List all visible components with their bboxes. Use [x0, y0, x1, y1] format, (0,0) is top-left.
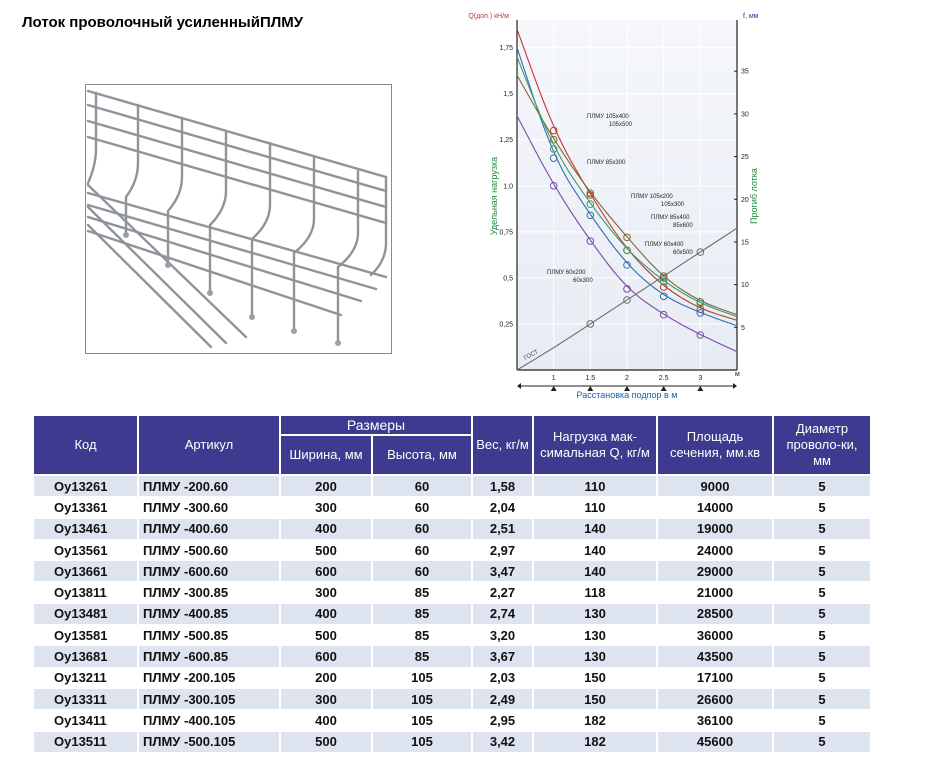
y-left-unit: Q(доп.) кН/м: [468, 13, 509, 20]
cell-code: Оу13311: [33, 688, 138, 709]
y-right-tick-label: 5: [741, 324, 745, 332]
annotation-105x300: 105х300: [661, 202, 685, 208]
y-left-tick-label: 1,75: [499, 45, 513, 53]
annotation-60x300: 60х300: [573, 278, 593, 284]
cell-height: 105: [372, 731, 472, 752]
cell-height: 105: [372, 688, 472, 709]
table-body: [33, 475, 871, 752]
y-right-tick-label: 10: [741, 282, 749, 290]
cell-width: 400: [280, 710, 372, 731]
cell-diameter: 5: [773, 667, 871, 688]
cell-width: 500: [280, 625, 372, 646]
table-row: [33, 561, 871, 582]
cell-article: ПЛМУ -600.60: [138, 561, 280, 582]
page-title: Лоток проволочный усиленныйПЛМУ: [22, 14, 304, 31]
col-header-height: Высота, мм: [372, 435, 472, 475]
annotation-105x500: 105х500: [609, 122, 633, 128]
cell-article: ПЛМУ -500.85: [138, 625, 280, 646]
cell-height: 60: [372, 518, 472, 539]
cell-article: ПЛМУ -400.60: [138, 518, 280, 539]
cell-load: 140: [533, 539, 657, 560]
cell-article: ПЛМУ -500.60: [138, 539, 280, 560]
x-axis-title: Расстановка подпор в м: [576, 390, 678, 400]
cell-code: Оу13481: [33, 603, 138, 624]
cell-code: Оу13811: [33, 582, 138, 603]
cell-load: 140: [533, 561, 657, 582]
cell-article: ПЛМУ -300.85: [138, 582, 280, 603]
cell-code: Оу13661: [33, 561, 138, 582]
load-deflection-chart: [468, 6, 767, 406]
cell-width: 300: [280, 582, 372, 603]
cell-area: 26600: [657, 688, 773, 709]
cell-code: Оу13511: [33, 731, 138, 752]
cell-code: Оу13461: [33, 518, 138, 539]
cell-area: 36100: [657, 710, 773, 731]
cell-code: Оу13411: [33, 710, 138, 731]
cell-area: 9000: [657, 475, 773, 497]
cell-weight: 2,51: [472, 518, 533, 539]
cell-weight: 3,20: [472, 625, 533, 646]
cell-weight: 3,47: [472, 561, 533, 582]
cell-height: 105: [372, 667, 472, 688]
y-right-tick-label: 35: [741, 68, 749, 76]
col-header-dimensions: Размеры: [280, 415, 472, 435]
table-row: [33, 518, 871, 539]
annotation-60x400: ПЛМУ 60х400: [645, 242, 684, 248]
cell-height: 60: [372, 475, 472, 497]
cell-height: 105: [372, 710, 472, 731]
cell-article: ПЛМУ -300.60: [138, 497, 280, 518]
cell-weight: 2,04: [472, 497, 533, 518]
y-left-tick-label: 0,75: [499, 229, 513, 237]
table-row: [33, 731, 871, 752]
cell-weight: 3,42: [472, 731, 533, 752]
x-tick-label: 2: [625, 375, 629, 382]
cell-code: Оу13561: [33, 539, 138, 560]
y-right-axis-title: Прогиб лотка: [749, 168, 759, 224]
cell-height: 85: [372, 625, 472, 646]
cell-diameter: 5: [773, 582, 871, 603]
col-header-width: Ширина, мм: [280, 435, 372, 475]
cell-weight: 2,03: [472, 667, 533, 688]
x-tick-label: 1: [551, 375, 556, 382]
table-row: [33, 603, 871, 624]
table-row: [33, 710, 871, 731]
cell-width: 500: [280, 731, 372, 752]
cell-width: 600: [280, 561, 372, 582]
cell-code: Оу13681: [33, 646, 138, 667]
annotation-105x200: ПЛМУ 105х200: [631, 194, 673, 200]
cell-area: 17100: [657, 667, 773, 688]
cell-diameter: 5: [773, 539, 871, 560]
cell-width: 400: [280, 603, 372, 624]
annotation-85x300: ПЛМУ 85х300: [587, 160, 626, 166]
annotation-85x600: 85х600: [673, 223, 693, 229]
cell-area: 21000: [657, 582, 773, 603]
cell-diameter: 5: [773, 731, 871, 752]
cell-article: ПЛМУ -200.105: [138, 667, 280, 688]
cell-article: ПЛМУ -300.105: [138, 688, 280, 709]
col-header-article: Артикул: [138, 415, 280, 475]
y-right-unit: f, мм: [743, 13, 759, 20]
y-left-tick-label: 0,5: [503, 275, 513, 283]
cell-area: 36000: [657, 625, 773, 646]
cell-area: 45600: [657, 731, 773, 752]
x-tick-marker: [697, 386, 703, 391]
y-right-tick-label: 25: [741, 154, 749, 162]
x-tick-label: 3: [698, 375, 703, 382]
y-left-tick-label: 1,5: [503, 91, 513, 99]
cell-load: 110: [533, 475, 657, 497]
table-row: [33, 497, 871, 518]
cell-weight: 2,95: [472, 710, 533, 731]
cell-width: 300: [280, 497, 372, 518]
y-left-axis-title: Удельная нагрузка: [489, 156, 499, 236]
cell-load: 118: [533, 582, 657, 603]
table-row: [33, 625, 871, 646]
annotation-60x200: ПЛМУ 60х200: [547, 270, 586, 276]
x-tick-label: 2.5: [658, 375, 669, 382]
cell-width: 500: [280, 539, 372, 560]
annotation-60x500: 60х500: [673, 250, 693, 256]
cell-weight: 2,74: [472, 603, 533, 624]
cell-height: 60: [372, 497, 472, 518]
cell-code: Оу13261: [33, 475, 138, 497]
y-left-tick-label: 0,25: [499, 321, 513, 329]
cell-article: ПЛМУ -500.105: [138, 731, 280, 752]
annotation-105x400: ПЛМУ 105х400: [587, 114, 629, 120]
cell-diameter: 5: [773, 561, 871, 582]
cell-load: 182: [533, 710, 657, 731]
specification-table: [32, 414, 872, 753]
cell-height: 60: [372, 539, 472, 560]
cell-width: 200: [280, 667, 372, 688]
cell-article: ПЛМУ -400.85: [138, 603, 280, 624]
cell-diameter: 5: [773, 497, 871, 518]
col-header-area: Площадь сечения, мм.кв: [657, 415, 773, 475]
cell-diameter: 5: [773, 646, 871, 667]
cell-width: 200: [280, 475, 372, 497]
table-row: [33, 539, 871, 560]
col-header-load: Нагрузка мак-симальная Q, кг/м: [533, 415, 657, 475]
table-row: [33, 646, 871, 667]
table-row: [33, 688, 871, 709]
cell-article: ПЛМУ -400.105: [138, 710, 280, 731]
cell-height: 85: [372, 603, 472, 624]
cell-load: 150: [533, 688, 657, 709]
cell-diameter: 5: [773, 475, 871, 497]
cell-load: 130: [533, 603, 657, 624]
x-unit: м: [735, 371, 740, 378]
cell-load: 130: [533, 625, 657, 646]
gost-label: ГОСТ: [523, 349, 540, 362]
table-row: [33, 667, 871, 688]
wire-tray-image: [85, 84, 392, 354]
cell-load: 182: [533, 731, 657, 752]
cell-area: 19000: [657, 518, 773, 539]
cell-weight: 2,49: [472, 688, 533, 709]
y-right-tick-label: 20: [741, 196, 749, 204]
cell-width: 600: [280, 646, 372, 667]
cell-area: 43500: [657, 646, 773, 667]
cell-article: ПЛМУ -200.60: [138, 475, 280, 497]
cell-weight: 2,27: [472, 582, 533, 603]
cell-diameter: 5: [773, 710, 871, 731]
cell-height: 85: [372, 646, 472, 667]
cell-width: 300: [280, 688, 372, 709]
cell-height: 60: [372, 561, 472, 582]
cell-weight: 3,67: [472, 646, 533, 667]
col-header-code: Код: [33, 415, 138, 475]
cell-load: 140: [533, 518, 657, 539]
cell-area: 29000: [657, 561, 773, 582]
cell-load: 150: [533, 667, 657, 688]
wire-tray-drawing: [86, 85, 391, 353]
cell-code: Оу13211: [33, 667, 138, 688]
cell-area: 14000: [657, 497, 773, 518]
annotation-85x400: ПЛМУ 85х400: [651, 215, 690, 221]
x-tick-marker: [551, 386, 557, 391]
col-header-diameter: Диаметр проволо-ки, мм: [773, 415, 871, 475]
cell-area: 28500: [657, 603, 773, 624]
x-tick-label: 1.5: [585, 375, 596, 382]
header-row-1: [33, 415, 871, 435]
cell-diameter: 5: [773, 688, 871, 709]
cell-load: 130: [533, 646, 657, 667]
cell-height: 85: [372, 582, 472, 603]
y-right-tick-label: 15: [741, 239, 749, 247]
cell-width: 400: [280, 518, 372, 539]
y-left-tick-label: 1,0: [503, 183, 513, 191]
cell-weight: 2,97: [472, 539, 533, 560]
cell-diameter: 5: [773, 518, 871, 539]
cell-code: Оу13361: [33, 497, 138, 518]
chart-svg: [468, 6, 767, 406]
cell-load: 110: [533, 497, 657, 518]
cell-area: 24000: [657, 539, 773, 560]
cell-code: Оу13581: [33, 625, 138, 646]
table-row: [33, 475, 871, 497]
y-right-tick-label: 30: [741, 111, 749, 119]
cell-diameter: 5: [773, 625, 871, 646]
cell-weight: 1,58: [472, 475, 533, 497]
y-left-tick-label: 1,25: [499, 137, 513, 145]
cell-diameter: 5: [773, 603, 871, 624]
cell-article: ПЛМУ -600.85: [138, 646, 280, 667]
col-header-weight: Вес, кг/м: [472, 415, 533, 475]
table-row: [33, 582, 871, 603]
